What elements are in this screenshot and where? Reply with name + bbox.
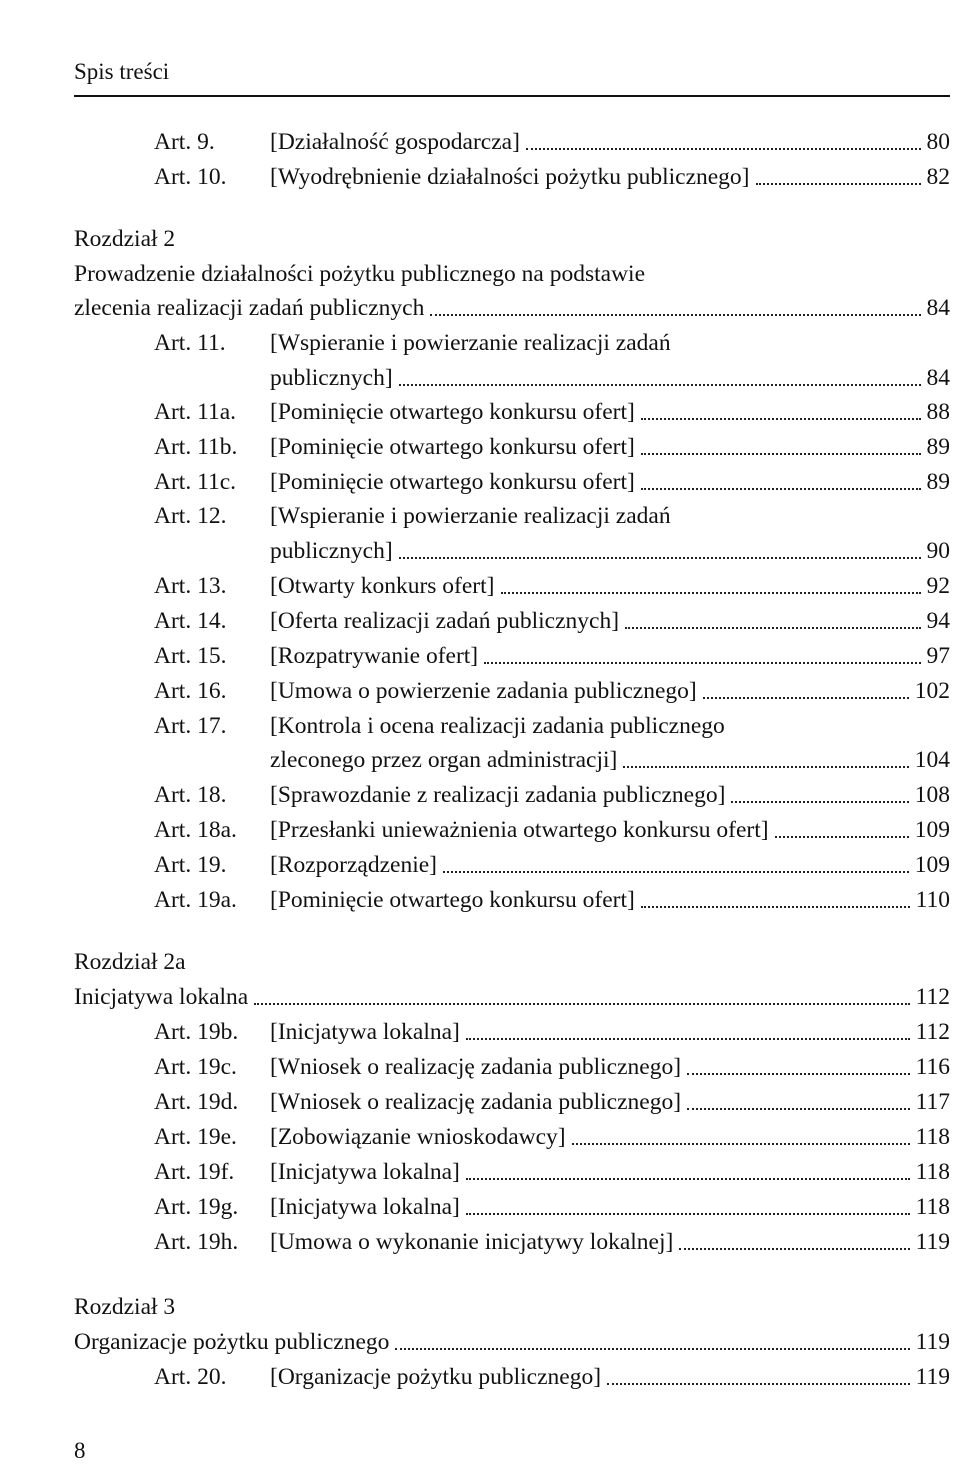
dot-leader: [572, 1143, 910, 1145]
article-number: Art. 19f.: [154, 1159, 235, 1185]
page-ref: 82: [926, 164, 950, 190]
article-title: [Pominięcie otwartego konkursu ofert]: [270, 434, 635, 460]
chapter-title-2-line-1: Prowadzenie działalności pożytku publicznego na podstawie: [74, 261, 645, 287]
article-number: Art. 11.: [154, 330, 226, 356]
dot-leader: [254, 1003, 909, 1005]
article-number: Art. 19.: [154, 852, 227, 878]
article-number: Art. 14.: [154, 608, 227, 634]
article-title: [Pominięcie otwartego konkursu ofert]: [270, 399, 635, 425]
dot-leader: [756, 183, 921, 185]
page-ref: 90: [926, 538, 950, 564]
article-title: [Oferta realizacji zadań publicznych]: [270, 608, 620, 634]
article-title: [Inicjatywa lokalna]: [270, 1019, 460, 1045]
article-number: Art. 19b.: [154, 1019, 239, 1045]
dot-leader: [466, 1038, 910, 1040]
dot-leader: [641, 488, 921, 490]
toc-entry-art-20: [154, 1360, 950, 1395]
dot-leader: [625, 627, 920, 629]
toc-entry-art-19d: [154, 1085, 950, 1120]
article-number: Art. 19e.: [154, 1124, 237, 1150]
toc-entry-art-11a: [154, 395, 950, 430]
article-number: Art. 11c.: [154, 469, 237, 495]
chapter-title-2-line-2: zlecenia realizacji zadań publicznych: [74, 295, 425, 321]
article-title: [Sprawozdanie z realizacji zadania publicznego]: [270, 782, 726, 808]
dot-leader: [679, 1248, 909, 1250]
page-ref: 119: [915, 1229, 950, 1255]
toc-entry-art-12: [154, 499, 950, 534]
article-number: Art. 13.: [154, 573, 227, 599]
toc-entry-art-17-cont: [154, 743, 950, 778]
dot-leader: [687, 1073, 910, 1075]
chapter-heading-2a: Rozdział 2a: [74, 949, 186, 975]
toc-entry-art-19: [154, 848, 950, 883]
toc-entry-art-19c: [154, 1050, 950, 1085]
dot-leader: [526, 148, 921, 150]
page-ref: 109: [914, 817, 950, 843]
running-head-title: Spis treści: [74, 59, 170, 84]
toc-entry-chapter-3: [74, 1325, 950, 1360]
article-title: [Inicjatywa lokalna]: [270, 1194, 460, 1220]
dot-leader: [501, 592, 921, 594]
article-title: [Organizacje pożytku publicznego]: [270, 1364, 602, 1390]
article-title-line-2: zleconego przez organ administracji]: [270, 747, 618, 773]
dot-leader: [641, 906, 910, 908]
page-ref: 80: [926, 129, 950, 155]
toc-entry-art-18: [154, 778, 950, 813]
article-title: [Przesłanki unieważnienia otwartego konkursu ofert]: [270, 817, 769, 843]
dot-leader: [623, 766, 908, 768]
article-title-line-2: publicznych]: [270, 538, 393, 564]
chapter-heading-3: Rozdział 3: [74, 1294, 176, 1320]
page-ref: 116: [915, 1054, 950, 1080]
chapter-heading-2: Rozdział 2: [74, 226, 176, 252]
page-ref: 84: [926, 365, 950, 391]
dot-leader: [607, 1383, 910, 1385]
article-title: [Zobowiązanie wnioskodawcy]: [270, 1124, 566, 1150]
toc-entry-art-11c: [154, 465, 950, 500]
article-title-line-1: [Kontrola i ocena realizacji zadania publicznego: [270, 713, 725, 739]
article-title-line-1: [Wspieranie i powierzanie realizacji zadań: [270, 503, 671, 529]
dot-leader: [443, 871, 909, 873]
toc-entry-chapter-2: [74, 291, 950, 326]
toc-entry-art-14: [154, 604, 950, 639]
dot-leader: [775, 836, 909, 838]
dot-leader: [687, 1108, 910, 1110]
page-ref: 89: [926, 434, 950, 460]
toc-entry-art-11b: [154, 430, 950, 465]
toc-entry-art-13: [154, 569, 950, 604]
article-number: Art. 19c.: [154, 1054, 237, 1080]
page-ref: 84: [926, 295, 950, 321]
article-title: [Wniosek o realizację zadania publicznego]: [270, 1089, 682, 1115]
page-ref: 97: [926, 643, 950, 669]
page-ref: 117: [915, 1089, 950, 1115]
dot-leader: [484, 662, 920, 664]
article-title: [Umowa o wykonanie inicjatywy lokalnej]: [270, 1229, 674, 1255]
article-number: Art. 17.: [154, 713, 227, 739]
article-number: Art. 16.: [154, 678, 227, 704]
toc-entry-art-11: [154, 326, 950, 361]
page-ref: 112: [915, 984, 950, 1010]
dot-leader: [641, 418, 921, 420]
toc-entry-art-18a: [154, 813, 950, 848]
page-ref: 112: [915, 1019, 950, 1045]
toc-entry-art-19a: [154, 883, 950, 918]
article-number: Art. 19h.: [154, 1229, 239, 1255]
toc-entry-art-19h: [154, 1225, 950, 1260]
dot-leader: [703, 697, 909, 699]
page-ref: 89: [926, 469, 950, 495]
article-title-line-1: [Wspieranie i powierzanie realizacji zadań: [270, 330, 671, 356]
article-title: [Wniosek o realizację zadania publicznego]: [270, 1054, 682, 1080]
article-number: Art. 19g.: [154, 1194, 239, 1220]
toc-entry-art-12-cont: [154, 534, 950, 569]
dot-leader: [430, 314, 920, 316]
page-ref: 104: [914, 747, 950, 773]
toc-entry-art-19e: [154, 1120, 950, 1155]
article-title: [Otwarty konkurs ofert]: [270, 573, 495, 599]
dot-leader: [395, 1348, 909, 1350]
article-title: [Działalność gospodarcza]: [270, 129, 520, 155]
toc-entry-art-19b: [154, 1015, 950, 1050]
article-title: [Pominięcie otwartego konkursu ofert]: [270, 887, 635, 913]
toc-entry-art-17: [154, 709, 950, 744]
article-number: Art. 11b.: [154, 434, 238, 460]
article-title: [Inicjatywa lokalna]: [270, 1159, 460, 1185]
article-number: Art. 10.: [154, 164, 227, 190]
toc-entry-art-11-cont: [154, 361, 950, 396]
toc-entry-chapter-2a: [74, 980, 950, 1015]
article-number: Art. 18.: [154, 782, 227, 808]
article-number: Art. 11a.: [154, 399, 237, 425]
toc-entry-art-9: [154, 125, 950, 160]
toc-entry-art-16: [154, 674, 950, 709]
article-title-line-2: publicznych]: [270, 365, 393, 391]
toc-entry-art-19g: [154, 1190, 950, 1225]
article-number: Art. 20.: [154, 1364, 227, 1390]
dot-leader: [399, 557, 921, 559]
page-ref: 94: [926, 608, 950, 634]
article-title: [Rozpatrywanie ofert]: [270, 643, 479, 669]
article-title: [Rozporządzenie]: [270, 852, 438, 878]
dot-leader: [466, 1213, 910, 1215]
article-title: [Pominięcie otwartego konkursu ofert]: [270, 469, 635, 495]
article-number: Art. 18a.: [154, 817, 237, 843]
dot-leader: [466, 1178, 910, 1180]
article-title: [Wyodrębnienie działalności pożytku publicznego]: [270, 164, 750, 190]
header-rule: [74, 95, 950, 97]
chapter-title: Inicjatywa lokalna: [74, 984, 249, 1010]
chapter-title: Organizacje pożytku publicznego: [74, 1329, 390, 1355]
page-ref: 118: [915, 1124, 950, 1150]
article-number: Art. 12.: [154, 503, 227, 529]
page-ref: 102: [914, 678, 950, 704]
page-ref: 108: [914, 782, 950, 808]
page-ref: 88: [926, 399, 950, 425]
article-number: Art. 15.: [154, 643, 227, 669]
dot-leader: [731, 801, 908, 803]
page-ref: 109: [914, 852, 950, 878]
toc-entry-art-15: [154, 639, 950, 674]
dot-leader: [399, 384, 921, 386]
article-title: [Umowa o powierzenie zadania publicznego]: [270, 678, 697, 704]
article-number: Art. 9.: [154, 129, 215, 155]
article-number: Art. 19a.: [154, 887, 237, 913]
page-ref: 118: [915, 1194, 950, 1220]
article-number: Art. 19d.: [154, 1089, 239, 1115]
page-ref: 110: [915, 887, 950, 913]
page-ref: 118: [915, 1159, 950, 1185]
toc-entry-art-19f: [154, 1155, 950, 1190]
page-ref: 92: [926, 573, 950, 599]
page-ref: 119: [915, 1364, 950, 1390]
page-ref: 119: [915, 1329, 950, 1355]
toc-entry-art-10: [154, 160, 950, 195]
page-number: 8: [74, 1438, 86, 1463]
dot-leader: [641, 453, 921, 455]
